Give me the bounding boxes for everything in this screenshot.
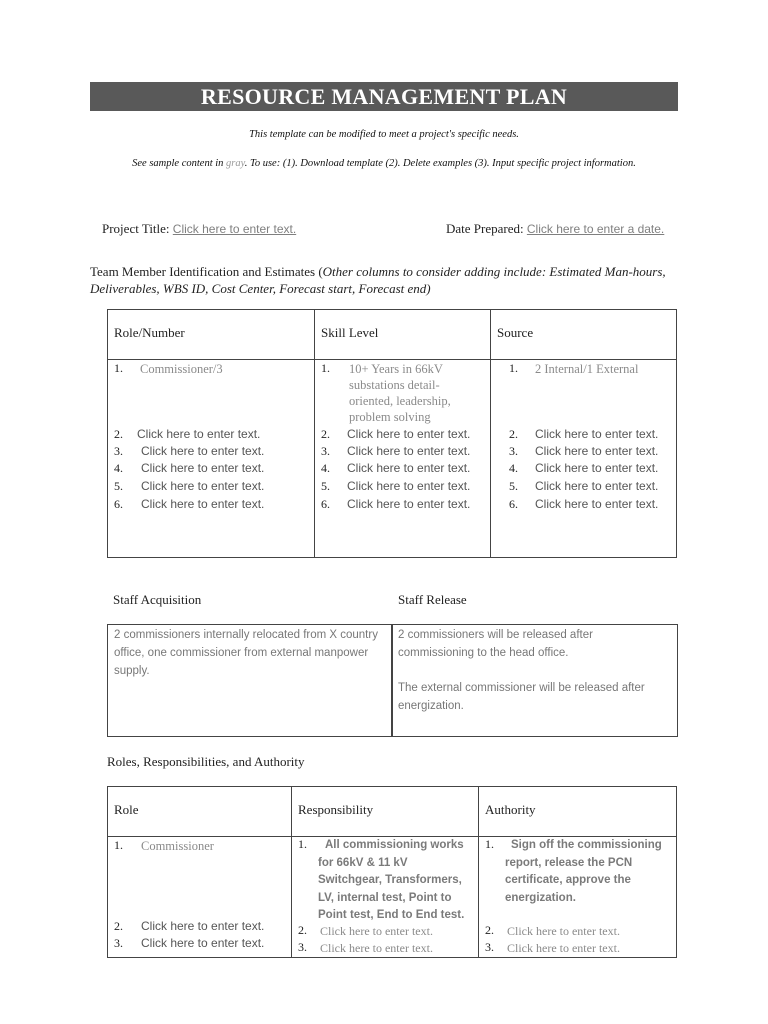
placeholder-text[interactable]: Click here to enter text. [535, 479, 659, 493]
placeholder-text[interactable]: Click here to enter text. [320, 924, 433, 938]
staff-release-text-1: 2 commissioners will be released after commissioning to the head office. [398, 629, 593, 659]
list-number: 6. [321, 497, 330, 511]
placeholder-text[interactable]: Click here to enter text. [137, 427, 261, 441]
authority-example: Sign off the commissioning report, release the PCN certificate, approve the energization. [505, 839, 662, 904]
placeholder-text[interactable]: Click here to enter text. [535, 461, 659, 475]
team-source-item-2[interactable] [509, 427, 658, 442]
instructions [0, 158, 768, 169]
project-title-row [102, 221, 296, 237]
roles-header-authority [479, 787, 677, 837]
roles-header-responsibility [292, 787, 479, 837]
roles-responsibility-item-2[interactable] [298, 923, 433, 939]
placeholder-text[interactable]: Click here to enter text. [141, 479, 265, 493]
team-skill-item-3[interactable] [321, 444, 470, 459]
list-number: 4. [321, 461, 330, 475]
date-prepared-row [446, 221, 664, 237]
roles-role-cell [108, 837, 292, 958]
role-example: Commissioner/3 [140, 362, 223, 376]
list-number: 6. [114, 497, 123, 511]
placeholder-text[interactable]: Click here to enter text. [507, 924, 620, 938]
role-example: Commissioner [141, 839, 214, 853]
list-number: 5. [114, 479, 123, 493]
list-number: 3. [509, 444, 518, 458]
page-title: RESOURCE MANAGEMENT PLAN [90, 82, 678, 111]
list-number: 6. [509, 497, 518, 511]
roles-responsibility-cell [292, 837, 479, 958]
team-source-item-6[interactable] [509, 497, 658, 512]
team-role-cell [108, 360, 315, 558]
placeholder-text[interactable]: Click here to enter text. [535, 427, 659, 441]
team-header-source-label: Source [497, 325, 534, 340]
list-number: 5. [509, 479, 518, 493]
placeholder-text[interactable]: Click here to enter text. [347, 461, 471, 475]
team-source-item-4[interactable] [509, 461, 658, 476]
team-heading-italic: Other columns to consider adding include: Estimated Man-hours, Deliverables, WBS ID, Cost Center, Forecast start, Forecast end) [90, 264, 666, 296]
placeholder-text[interactable]: Click here to enter text. [347, 444, 471, 458]
roles-authority-item-2[interactable] [485, 923, 620, 939]
placeholder-text[interactable]: Click here to enter text. [507, 941, 620, 955]
list-number: 3. [321, 444, 330, 458]
list-number: 2. [114, 919, 123, 933]
team-heading [90, 263, 680, 297]
roles-role-item-3[interactable] [114, 936, 264, 951]
team-role-item-2[interactable] [114, 427, 260, 442]
team-header-skill [315, 310, 491, 360]
roles-heading: Roles, Responsibilities, and Authority [107, 754, 305, 769]
team-role-item-3[interactable] [114, 444, 264, 459]
placeholder-text[interactable]: Click here to enter text. [141, 936, 265, 950]
source-example: 2 Internal/1 External [535, 362, 639, 376]
staff-release-box[interactable] [391, 624, 678, 737]
roles-header-responsibility-label: Responsibility [298, 802, 374, 817]
list-number: 1. [509, 361, 518, 375]
team-skill-item-4[interactable] [321, 461, 470, 476]
list-number: 2. [321, 427, 330, 441]
list-number: 3. [298, 940, 307, 954]
team-skill-item-5[interactable] [321, 479, 470, 494]
list-number: 4. [114, 461, 123, 475]
team-role-item-5[interactable] [114, 479, 264, 494]
placeholder-text[interactable]: Click here to enter text. [141, 444, 265, 458]
list-number: 1. [298, 837, 307, 851]
list-number: 1. [114, 838, 123, 852]
placeholder-text[interactable]: Click here to enter text. [141, 461, 265, 475]
roles-header-authority-label: Authority [485, 802, 536, 817]
instructions-prefix: See sample content in [132, 158, 227, 169]
template-note: This template can be modified to meet a project's specific needs. [249, 129, 519, 140]
list-number: 2. [298, 923, 307, 937]
roles-role-item-1 [114, 838, 214, 854]
team-role-item-6[interactable] [114, 497, 264, 512]
list-number: 1. [485, 837, 494, 851]
staff-acquisition-text: 2 commissioners internally relocated from X country office, one commissioner from external manpower supply. [114, 629, 378, 677]
list-number: 3. [114, 936, 123, 950]
list-number: 2. [509, 427, 518, 441]
roles-header-role-label: Role [114, 802, 139, 817]
skill-example: 10+ Years in 66kV substations detail-oriented, leadership, problem solving [349, 362, 451, 424]
placeholder-text[interactable]: Click here to enter text. [141, 497, 265, 511]
date-prepared-label: Date Prepared: [446, 221, 524, 236]
placeholder-text[interactable]: Click here to enter text. [141, 919, 265, 933]
placeholder-text[interactable]: Click here to enter text. [347, 497, 471, 511]
project-title-label: Project Title: [102, 221, 170, 236]
team-source-cell [491, 360, 677, 558]
team-header-skill-label: Skill Level [321, 325, 379, 340]
list-number: 1. [321, 361, 330, 375]
team-role-item-4[interactable] [114, 461, 264, 476]
list-number: 3. [485, 940, 494, 954]
team-header-role [108, 310, 315, 360]
staff-acquisition-label: Staff Acquisition [113, 592, 202, 607]
team-source-item-5[interactable] [509, 479, 658, 494]
team-heading-text: Team Member Identification and Estimates ( [90, 264, 323, 279]
team-skill-item-6[interactable] [321, 497, 470, 512]
instructions-gray-word: gray [226, 158, 245, 169]
placeholder-text[interactable]: Click here to enter text. [347, 427, 471, 441]
instructions-suffix: . To use: (1). Download template (2). Delete examples (3). Input specific project information. [244, 158, 636, 169]
roles-authority-cell [479, 837, 677, 958]
placeholder-text[interactable]: Click here to enter text. [535, 497, 659, 511]
list-number: 2. [485, 923, 494, 937]
team-header-role-label: Role/Number [114, 325, 185, 340]
project-title-field[interactable]: Click here to enter text. [172, 222, 297, 236]
placeholder-text[interactable]: Click here to enter text. [320, 941, 433, 955]
team-skill-item-2[interactable] [321, 427, 470, 442]
list-number: 4. [509, 461, 518, 475]
team-table [107, 309, 677, 558]
team-header-source [491, 310, 677, 360]
roles-header-role [108, 787, 292, 837]
list-number: 3. [114, 444, 123, 458]
team-source-item-3[interactable] [509, 444, 658, 459]
team-source-item-1 [509, 361, 638, 377]
staff-release-text-2: The external commissioner will be released after energization. [398, 682, 645, 712]
team-skill-cell [315, 360, 491, 558]
list-number: 1. [114, 361, 123, 375]
roles-table [107, 786, 677, 958]
placeholder-text[interactable]: Click here to enter text. [347, 479, 471, 493]
roles-role-item-2[interactable] [114, 919, 264, 934]
list-number: 2. [114, 427, 123, 441]
list-number: 5. [321, 479, 330, 493]
date-prepared-field[interactable]: Click here to enter a date. [526, 222, 665, 236]
roles-authority-item-3[interactable] [485, 940, 620, 956]
responsibility-example: All commissioning works for 66kV & 11 kV Switchgear, Transformers, LV, internal test, Point to Point test, End to End test. [318, 839, 465, 921]
staff-acquisition-box[interactable] [107, 624, 393, 737]
roles-responsibility-item-3[interactable] [298, 940, 433, 956]
placeholder-text[interactable]: Click here to enter text. [535, 444, 659, 458]
staff-release-label: Staff Release [398, 592, 467, 607]
